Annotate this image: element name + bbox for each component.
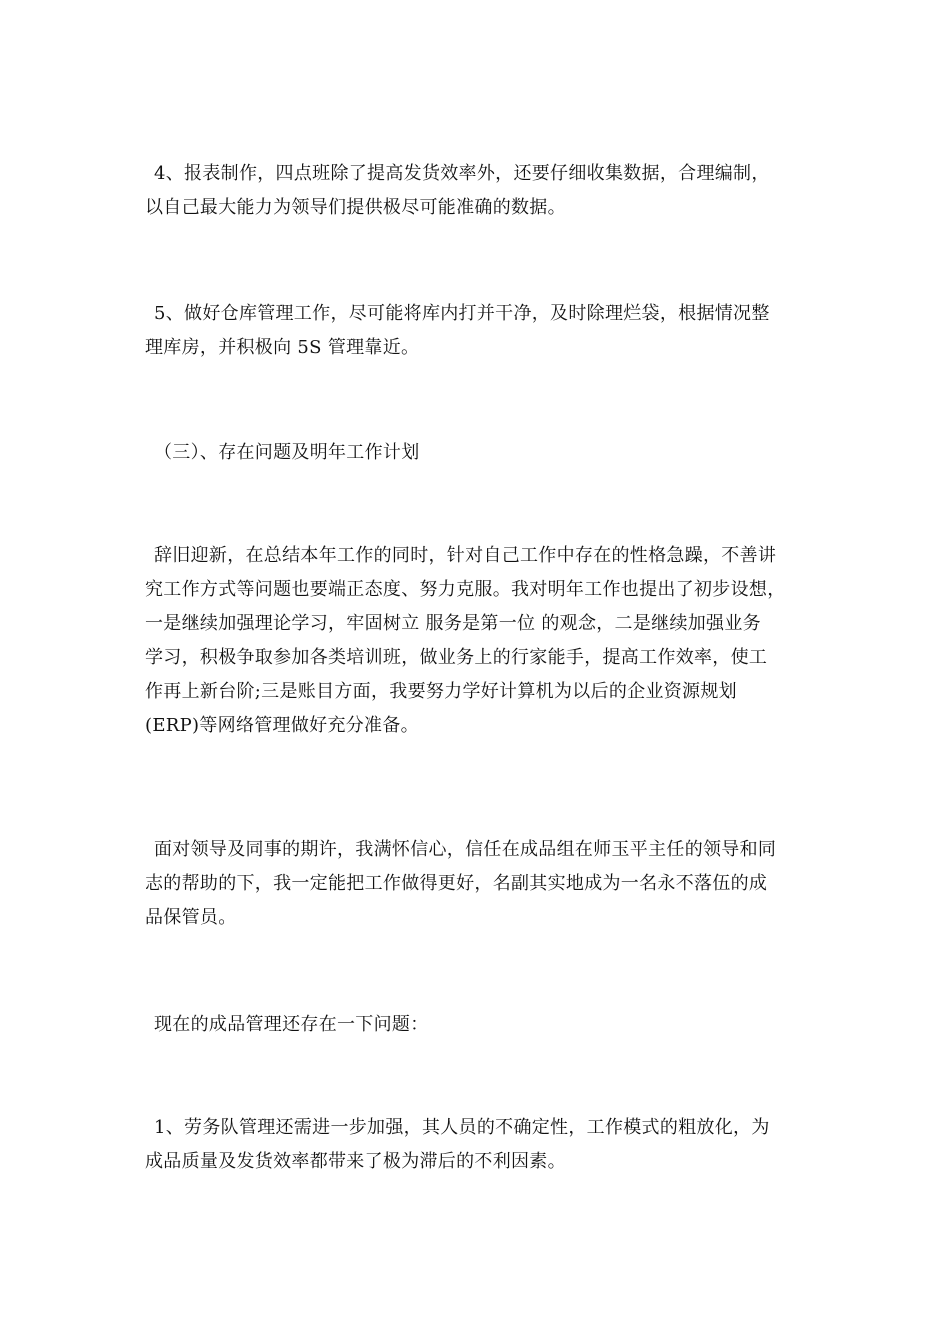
paragraph-line: 以自己最大能力为领导们提供极尽可能准确的数据。 — [145, 197, 566, 218]
paragraph-line: 5、做好仓库管理工作，尽可能将库内打并干净，及时除理烂袋，根据情况整 — [154, 303, 770, 324]
paragraph-confidence — [145, 833, 810, 935]
paragraph-line: 理库房，并积极向 5S 管理靠近。 — [145, 337, 420, 358]
paragraph-report-making — [145, 157, 810, 225]
paragraph-line: 作再上新台阶;三是账目方面，我要努力学好计算机为以后的企业资源规划 — [145, 681, 737, 702]
paragraph-line: 现在的成品管理还存在一下问题： — [154, 1014, 429, 1035]
paragraph-line: 面对领导及同事的期许，我满怀信心，信任在成品组在师玉平主任的领导和同 — [154, 839, 777, 860]
paragraph-new-year-plan — [145, 539, 810, 743]
paragraph-line: 学习，积极争取参加各类培训班，做业务上的行家能手，提高工作效率，使工 — [145, 647, 768, 668]
paragraph-line: (ERP)等网络管理做好充分准备。 — [145, 715, 419, 736]
paragraph-line: 4、报表制作，四点班除了提高发货效率外，还要仔细收集数据，合理编制， — [154, 163, 770, 184]
paragraph-warehouse-management — [145, 297, 810, 365]
paragraph-current-issues-intro — [145, 1008, 810, 1042]
section-heading-issues-and-plan — [145, 436, 810, 470]
paragraph-line: 成品质量及发货效率都带来了极为滞后的不利因素。 — [145, 1151, 566, 1172]
paragraph-line: 究工作方式等问题也要端正态度、努力克服。我对明年工作也提出了初步设想， — [145, 579, 786, 600]
heading-line: （三）、存在问题及明年工作计划 — [154, 442, 420, 463]
paragraph-line: 辞旧迎新，在总结本年工作的同时，针对自己工作中存在的性格急躁，不善讲 — [154, 545, 777, 566]
paragraph-labor-team-issue — [145, 1111, 810, 1179]
paragraph-line: 志的帮助的下，我一定能把工作做得更好，名副其实地成为一名永不落伍的成 — [145, 873, 768, 894]
paragraph-line: 一是继续加强理论学习，牢固树立 服务是第一位 的观念，二是继续加强业务 — [145, 613, 761, 634]
paragraph-line: 1、劳务队管理还需进一步加强，其人员的不确定性，工作模式的粗放化，为 — [154, 1117, 770, 1138]
paragraph-line: 品保管员。 — [145, 907, 237, 928]
